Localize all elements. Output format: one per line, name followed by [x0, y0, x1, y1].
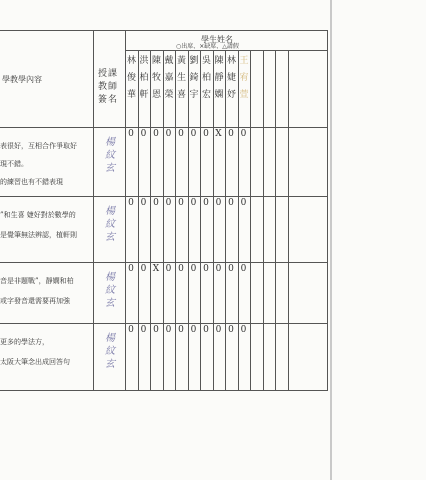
lesson-content-line: 是覺筆無法辨認，植軒則 [0, 231, 77, 239]
attendance-mark: 0 [240, 129, 247, 139]
student-name-char: 喜 [176, 90, 186, 100]
student-column-border [263, 50, 264, 390]
student-name-char: 宇 [189, 90, 199, 100]
student-name-char: 林 [226, 56, 236, 66]
lesson-content-line: 太阪大筆念出成回答句 [0, 358, 70, 366]
lesson-content-line: 或字發音還需要再加強 [0, 297, 70, 305]
student-name-char: 萱 [239, 90, 249, 100]
attendance-mark: 0 [165, 325, 172, 335]
teacher-signature: 楊 [105, 137, 115, 148]
student-column-border [225, 50, 226, 390]
student-name-char: 牧 [151, 73, 161, 83]
student-column-border [250, 50, 251, 390]
teacher-signature: 楊 [105, 333, 115, 344]
students-title: 學生姓名 [201, 35, 233, 44]
teacher-signature: 紋 [105, 346, 115, 357]
row2-bottom-border [0, 262, 328, 263]
student-name-char: 嫻 [214, 90, 224, 100]
student-name-char: 嘉 [164, 73, 174, 83]
attendance-mark: 0 [178, 325, 184, 335]
content-column-border [93, 30, 94, 390]
names-header-divider [125, 50, 328, 51]
student-name-char: 黃 [176, 56, 186, 66]
teacher-signature: 紋 [105, 150, 115, 161]
attendance-mark: 0 [240, 264, 247, 274]
student-name-char: 生 [176, 73, 186, 83]
attendance-mark: 0 [128, 129, 134, 139]
row1-bottom-border [0, 196, 328, 197]
attendance-mark: 0 [128, 325, 134, 335]
attendance-mark: 0 [190, 129, 197, 139]
student-name-char: 錡 [189, 73, 199, 83]
attendance-mark: X [215, 129, 222, 139]
teacher-signature: 玄 [105, 232, 115, 243]
student-name-char: 戴 [164, 56, 174, 66]
teacher-signature: 紋 [105, 219, 115, 230]
attendance-mark: 0 [165, 198, 172, 208]
table-right-border [327, 30, 328, 390]
table-top-border [0, 30, 328, 31]
teacher-signature: 玄 [105, 298, 115, 309]
attendance-mark: 0 [215, 264, 222, 274]
signature-header-line: 簽名 [98, 95, 119, 105]
lesson-content-line: 的練習也有不錯表現 [0, 178, 63, 186]
student-name-char: 宥 [239, 73, 249, 83]
attendance-mark: 0 [178, 198, 184, 208]
attendance-mark: 0 [190, 325, 197, 335]
student-name-char: 榮 [164, 90, 174, 100]
header-bottom-border [0, 127, 328, 128]
student-name-char: 陳 [151, 56, 161, 66]
page-edge [330, 0, 332, 480]
lesson-content-line: 表很好，互相合作爭取好 [0, 142, 77, 150]
student-column-border [238, 50, 239, 390]
student-name-char: 華 [126, 90, 136, 100]
teacher-signature: 楊 [105, 272, 115, 283]
attendance-mark: 0 [203, 198, 209, 208]
lesson-content-line: 音是非題戰”，靜嫻和柏 [0, 277, 74, 285]
attendance-mark: 0 [165, 129, 172, 139]
attendance-mark: 0 [140, 325, 147, 335]
attendance-mark: 0 [215, 198, 222, 208]
student-column-border [200, 50, 201, 390]
attendance-mark: 0 [128, 264, 134, 274]
row3-bottom-border [0, 323, 328, 324]
row4-bottom-border [0, 390, 328, 391]
student-name-char: 陳 [214, 56, 224, 66]
attendance-mark: 0 [190, 198, 197, 208]
lesson-content-line: 現不錯。 [0, 160, 28, 168]
attendance-mark: 0 [140, 129, 147, 139]
student-name-char: 劉 [189, 56, 199, 66]
student-name-char: 柏 [201, 73, 211, 83]
attendance-mark: 0 [128, 198, 134, 208]
attendance-mark: 0 [165, 264, 172, 274]
student-column-border [275, 50, 276, 390]
student-name-char: 軒 [139, 90, 149, 100]
student-column-border [138, 50, 139, 390]
student-name-char: 林 [126, 56, 136, 66]
student-name-char: 洪 [139, 56, 149, 66]
student-name-char: 俊 [126, 73, 136, 83]
teacher-signature: 玄 [105, 163, 115, 174]
lesson-content-line: 更多的學法方， [0, 338, 49, 346]
attendance-mark: 0 [203, 325, 209, 335]
attendance-mark: 0 [153, 198, 159, 208]
attendance-mark: 0 [178, 264, 184, 274]
attendance-mark: 0 [153, 129, 159, 139]
attendance-mark: 0 [203, 264, 209, 274]
attendance-mark: 0 [140, 264, 147, 274]
attendance-mark: 0 [228, 129, 234, 139]
student-name-char: 吳 [201, 56, 211, 66]
signature-header-line: 授課 [98, 69, 119, 79]
lesson-content-line: ”和生喜 婕好對於數學的 [0, 211, 76, 219]
student-name-char: 王 [239, 56, 249, 66]
attendance-mark: 0 [240, 198, 247, 208]
student-name-char: 恩 [151, 90, 161, 100]
student-name-char: 妤 [226, 90, 236, 100]
attendance-legend: ○出席、×缺席、△請假 [176, 43, 239, 50]
signature-column-border [125, 30, 126, 390]
student-column-border [213, 50, 214, 390]
attendance-mark: X [152, 264, 160, 274]
student-name-char: 靜 [214, 73, 224, 83]
attendance-mark: 0 [203, 129, 209, 139]
teacher-signature: 紋 [105, 285, 115, 296]
attendance-mark: 0 [215, 325, 222, 335]
attendance-mark: 0 [140, 198, 147, 208]
attendance-mark: 0 [228, 264, 234, 274]
content-header: 學教學內容 [2, 75, 42, 84]
student-column-border [188, 50, 189, 390]
teacher-signature: 玄 [105, 359, 115, 370]
student-name-char: 宏 [201, 90, 211, 100]
student-column-border [150, 50, 151, 390]
student-column-border [175, 50, 176, 390]
attendance-mark: 0 [240, 325, 247, 335]
student-column-border [163, 50, 164, 390]
teacher-signature: 楊 [105, 206, 115, 217]
attendance-mark: 0 [153, 325, 159, 335]
student-name-char: 婕 [226, 73, 236, 83]
attendance-mark: 0 [190, 264, 197, 274]
signature-header-line: 教師 [98, 82, 119, 92]
attendance-mark: 0 [228, 198, 234, 208]
attendance-mark: 0 [228, 325, 234, 335]
student-column-border [288, 50, 289, 390]
attendance-mark: 0 [178, 129, 184, 139]
attendance-table [0, 30, 328, 390]
student-name-char: 柏 [139, 73, 149, 83]
